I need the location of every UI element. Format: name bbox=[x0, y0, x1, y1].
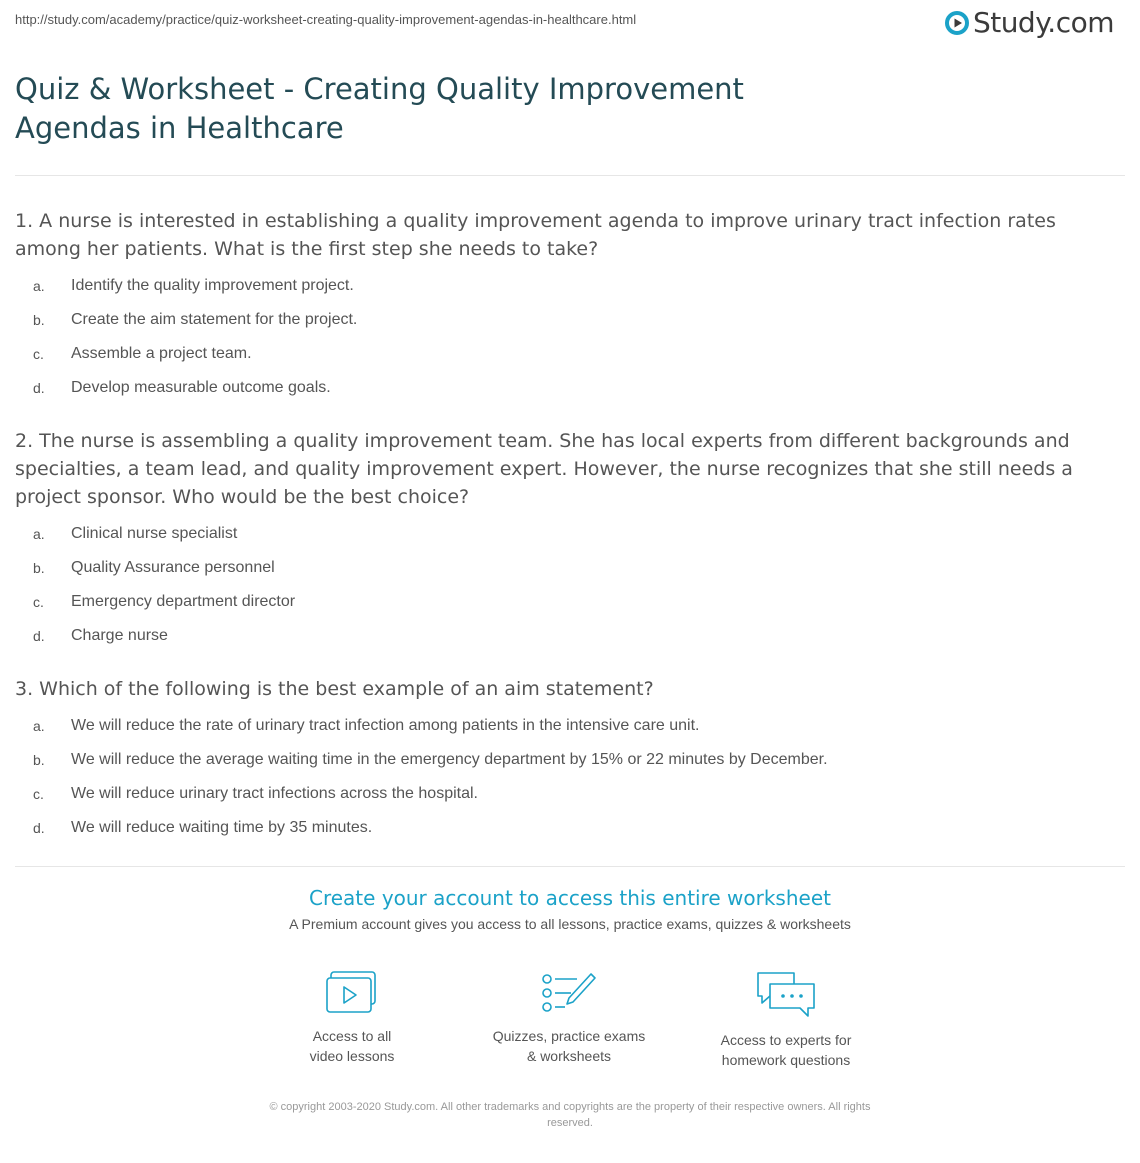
answer-option[interactable] bbox=[15, 585, 1115, 619]
answer-option[interactable] bbox=[15, 709, 1115, 743]
answer-option[interactable] bbox=[15, 743, 1115, 777]
answer-option[interactable] bbox=[15, 269, 1115, 303]
copyright-line: reserved. bbox=[547, 1117, 593, 1129]
answer-text: Emergency department director bbox=[71, 593, 296, 610]
answer-text: We will reduce the rate of urinary tract infection among patients in the intensive care unit. bbox=[71, 717, 700, 734]
chat-bubbles-icon bbox=[754, 970, 818, 1020]
feature-line: Quizzes, practice exams bbox=[492, 1028, 646, 1044]
cta-link[interactable]: Create your account to access this entire worksheet bbox=[309, 886, 831, 910]
question-2 bbox=[15, 427, 1115, 653]
question-text: 2. The nurse is assembling a quality improvement team. She has local experts from different backgrounds and specialties, a team lead, and quality improvement expert. However, the nurse recognizes that she still needs a project sponsor. Who would be the best choice? bbox=[15, 430, 1073, 508]
page-title: Quiz & Worksheet - Creating Quality Improvement Agendas in Healthcare bbox=[15, 72, 744, 145]
answer-letter: a. bbox=[33, 526, 45, 542]
copyright-line: © copyright 2003-2020 Study.com. All other trademarks and copyrights are the property of their respective owners. All rights bbox=[269, 1101, 871, 1113]
answer-option[interactable] bbox=[15, 777, 1115, 811]
answer-text: Charge nurse bbox=[71, 627, 168, 644]
question-3 bbox=[15, 675, 1115, 845]
study-logo[interactable] bbox=[945, 6, 1114, 39]
answer-letter: d. bbox=[33, 628, 45, 644]
answer-option[interactable] bbox=[15, 619, 1115, 653]
feature-video-lessons bbox=[252, 970, 452, 1066]
answer-text: We will reduce urinary tract infections across the hospital. bbox=[71, 785, 478, 802]
answer-option[interactable] bbox=[15, 517, 1115, 551]
answer-option[interactable] bbox=[15, 551, 1115, 585]
logo-text: Study.com bbox=[972, 6, 1114, 39]
answer-list bbox=[15, 517, 1115, 653]
answer-option[interactable] bbox=[15, 337, 1115, 371]
answer-text: We will reduce the average waiting time in the emergency department by 15% or 22 minutes by December. bbox=[71, 751, 828, 768]
question-text: 3. Which of the following is the best example of an aim statement? bbox=[15, 678, 654, 700]
answer-text: Identify the quality improvement project. bbox=[71, 277, 354, 294]
answer-letter: b. bbox=[33, 752, 45, 768]
answer-letter: b. bbox=[33, 560, 45, 576]
answer-text: Assemble a project team. bbox=[71, 345, 252, 362]
quiz-checklist-icon bbox=[541, 970, 597, 1016]
feature-quizzes bbox=[469, 970, 669, 1066]
answer-letter: d. bbox=[33, 820, 45, 836]
signup-cta bbox=[0, 886, 1140, 932]
question-text: 1. A nurse is interested in establishing a quality improvement agenda to improve urinary tract infection rates among her patients. What is the first step she needs to take? bbox=[15, 210, 1056, 260]
answer-option[interactable] bbox=[15, 371, 1115, 405]
answer-list bbox=[15, 269, 1115, 405]
answer-text: Create the aim statement for the project. bbox=[71, 311, 358, 328]
answer-text: Quality Assurance personnel bbox=[71, 559, 275, 576]
answer-letter: b. bbox=[33, 312, 45, 328]
answer-letter: c. bbox=[33, 346, 44, 362]
feature-line: Access to experts for bbox=[720, 1032, 852, 1048]
answer-list bbox=[15, 709, 1115, 845]
feature-experts bbox=[686, 970, 886, 1070]
answer-letter: c. bbox=[33, 786, 44, 802]
answer-letter: d. bbox=[33, 380, 45, 396]
answer-option[interactable] bbox=[15, 811, 1115, 845]
answer-text: We will reduce waiting time by 35 minutes. bbox=[71, 819, 373, 836]
answer-letter: c. bbox=[33, 594, 44, 610]
answer-letter: a. bbox=[33, 718, 45, 734]
divider bbox=[15, 866, 1125, 867]
feature-line: & worksheets bbox=[526, 1048, 612, 1064]
answer-letter: a. bbox=[33, 278, 45, 294]
feature-line: Access to all bbox=[312, 1028, 392, 1044]
feature-line: homework questions bbox=[721, 1052, 851, 1068]
feature-line: video lessons bbox=[309, 1048, 395, 1064]
answer-option[interactable] bbox=[15, 303, 1115, 337]
video-lessons-icon bbox=[326, 970, 378, 1016]
answer-text: Develop measurable outcome goals. bbox=[71, 379, 331, 396]
divider bbox=[15, 175, 1125, 176]
page-url: http://study.com/academy/practice/quiz-worksheet-creating-quality-improvement-agendas-in-healthcare.html bbox=[15, 12, 637, 27]
cta-subtitle: A Premium account gives you access to all lessons, practice exams, quizzes & worksheets bbox=[289, 916, 851, 932]
answer-text: Clinical nurse specialist bbox=[71, 525, 238, 542]
question-1 bbox=[15, 207, 1115, 405]
copyright-footer bbox=[220, 1099, 920, 1131]
play-circle-icon bbox=[945, 11, 969, 35]
